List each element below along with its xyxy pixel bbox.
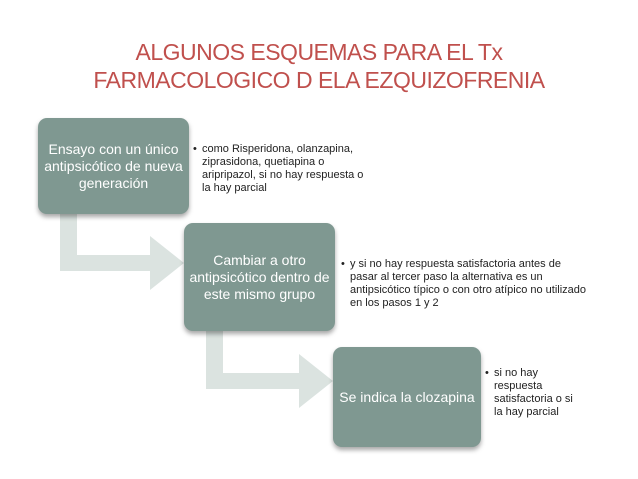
bullet: •: [193, 143, 197, 155]
step-2-box: [184, 223, 335, 331]
connector-arrow-2: [206, 331, 334, 411]
step-2-note: [341, 258, 591, 310]
step-3-note: [485, 367, 581, 419]
step-1-note-text: como Risperidona, olanzapina, ziprasidona, quetiapina o aripripazol, si no hay respuesta o la hay parcial: [202, 143, 364, 194]
step-3-note-text: si no hay respuesta satisfactoria o si la hay parcial: [494, 367, 573, 418]
step-3-box: [333, 347, 481, 447]
step-1-box: [38, 118, 189, 214]
slide-title-line-2: FARMACOLOGICO D ELA EZQUIZOFRENIA: [93, 67, 545, 93]
step-2-label: Cambiar a otro antipsicótico dentro de este mismo grupo: [189, 251, 330, 302]
step-2-note-text: y si no hay respuesta satisfactoria antes de pasar al tercer paso la alternativa es un antipsicótico típico o con otro atípico no utilizado en los pasos 1 y 2: [350, 258, 587, 309]
connector-arrow-1: [60, 214, 185, 292]
bullet: •: [485, 367, 489, 379]
slide-title-line-1: ALGUNOS ESQUEMAS PARA EL Tx: [135, 39, 503, 65]
step-1-note: [193, 143, 371, 195]
step-3-label: Se indica la clozapina: [339, 388, 475, 405]
slide-title: [0, 38, 638, 94]
step-1-label: Ensayo con un único antipsicótico de nueva generación: [44, 140, 183, 191]
bullet: •: [341, 258, 345, 270]
